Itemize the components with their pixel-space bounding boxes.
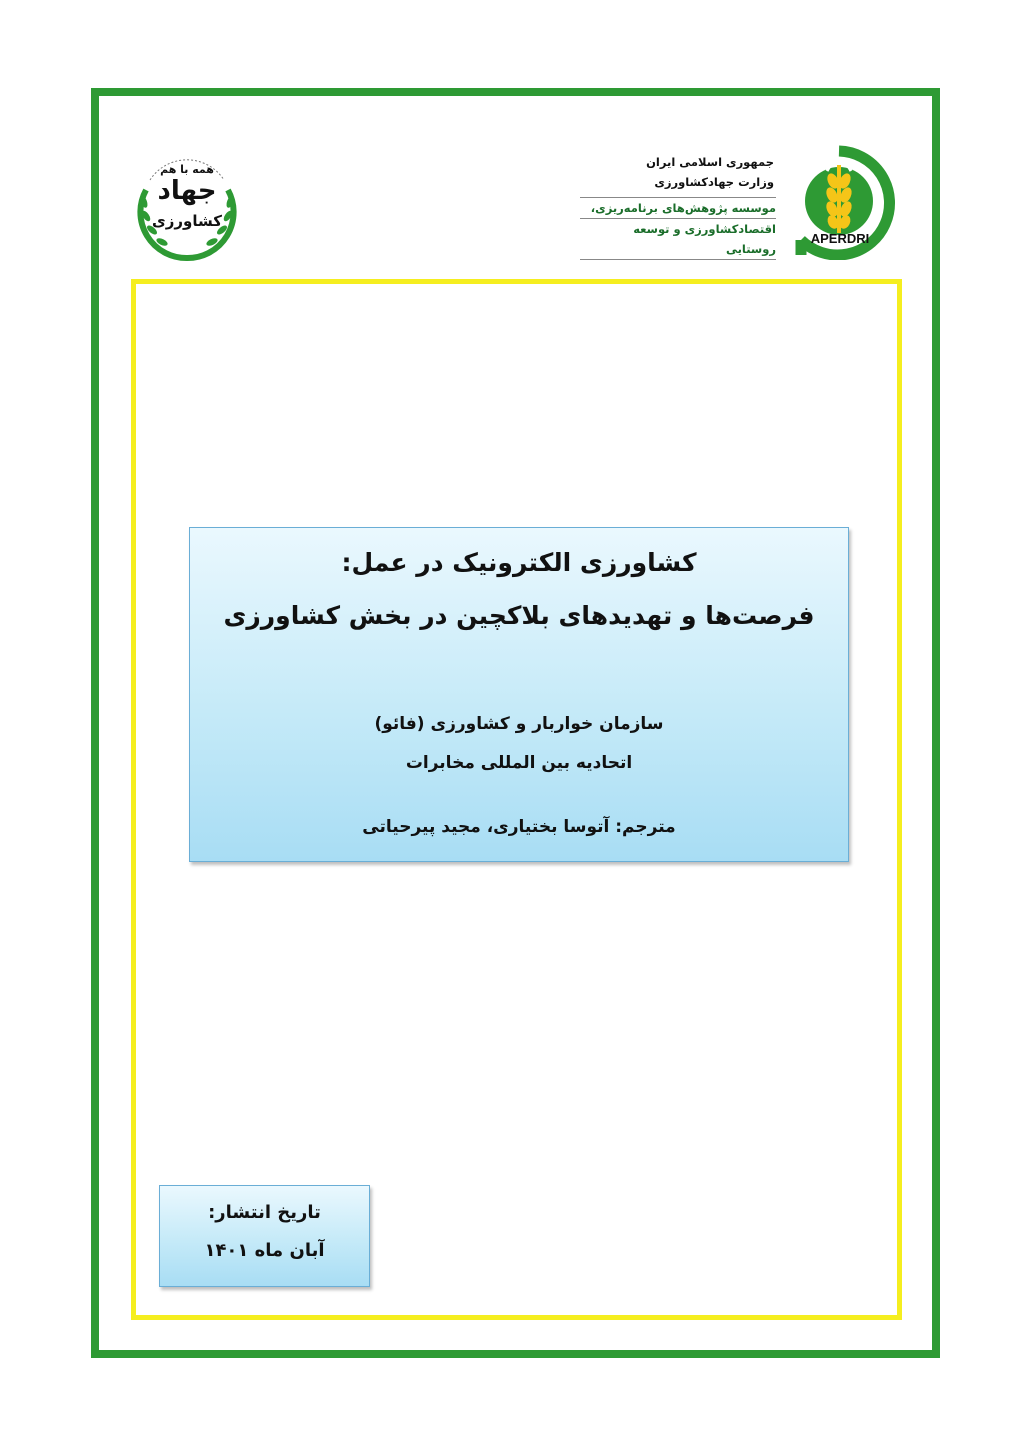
jahad-logo-word: جهاد	[157, 176, 217, 206]
source-organization-1: سازمان خواربار و کشاورزی (فائو)	[374, 714, 664, 734]
publication-date-box	[159, 1185, 370, 1287]
publication-date-label: تاریخ انتشار:	[208, 1202, 321, 1223]
source-organization-2: اتحادیه بین المللی مخابرات	[405, 753, 633, 773]
ministry-heading	[560, 152, 774, 192]
document-title-line-2: فرصت‌ها و تهدیدهای بلاکچین در بخش کشاورزی	[223, 601, 815, 630]
translator-credit: مترجم: آتوسا بختیاری، مجید پیرحیاتی	[362, 817, 676, 837]
document-title-line-1: کشاورزی الکترونیک در عمل:	[341, 548, 697, 577]
institute-line-1: موسسه پژوهش‌های برنامه‌ریزی،	[590, 201, 776, 215]
publication-date-value: آبان ماه ۱۴۰۱	[204, 1240, 325, 1261]
institute-name	[580, 197, 776, 260]
jahad-logo-subtitle: کشاورزی	[152, 212, 222, 230]
title-box	[189, 527, 849, 862]
ministry-line-1: جمهوری اسلامی ایران	[646, 155, 774, 169]
ministry-line-2: وزارت جهادکشاورزی	[654, 175, 774, 189]
aperdri-logo-text: APERDRI	[810, 231, 870, 246]
institute-line-2: اقتصادکشاورزی و توسعه روستایی	[580, 218, 776, 259]
jahad-logo-motto: همه با هم	[160, 163, 214, 176]
